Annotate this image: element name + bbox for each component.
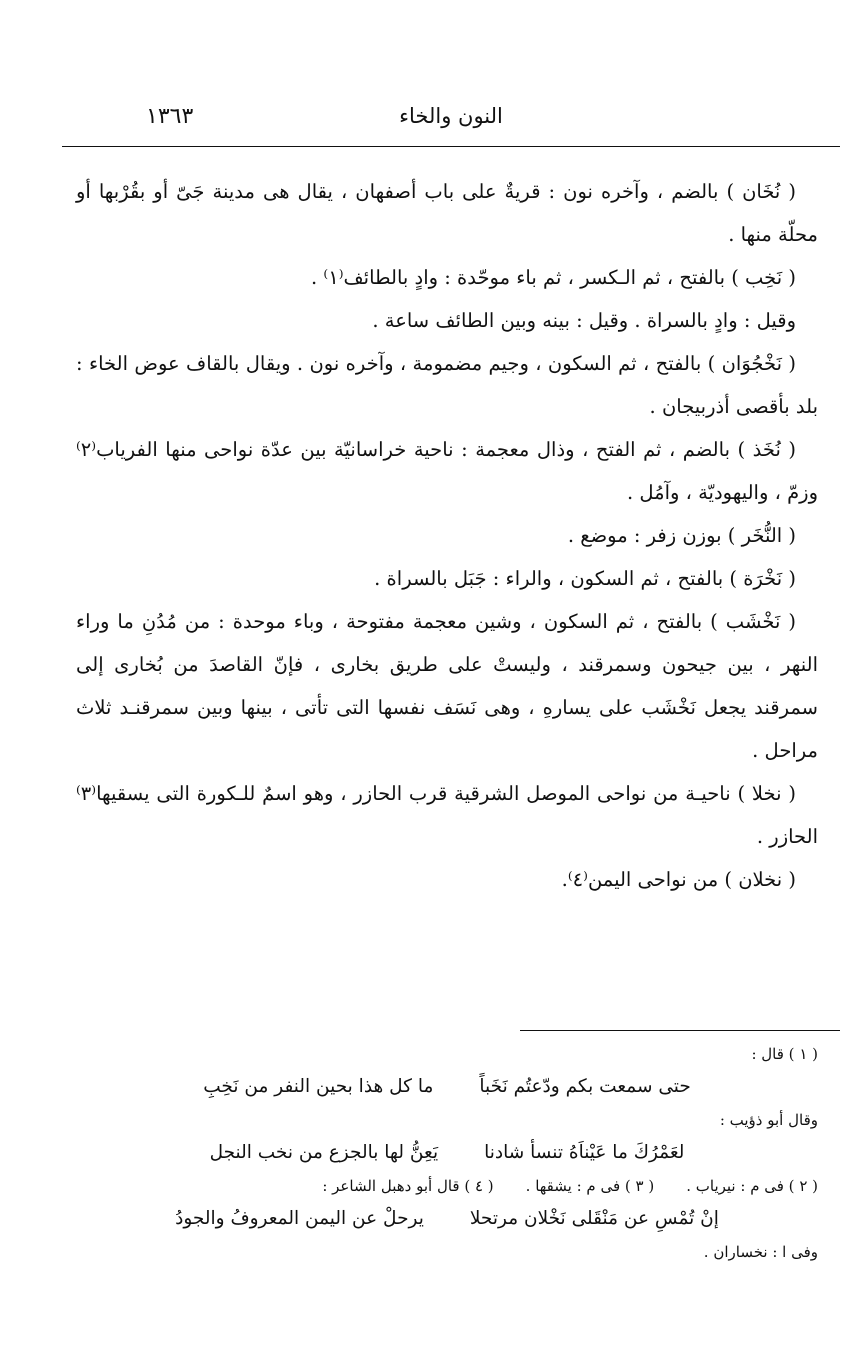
footnote-3: ( ٣ ) فى م : يشقها . bbox=[525, 1177, 655, 1195]
verse-1-hemistich-1: حتى سمعت بكم ودّعتُم نَخَباً bbox=[479, 1076, 691, 1097]
entry-nukhan: ( نُخَان ) بالضم ، وآخره نون : قريةٌ على باب أصفهان ، يقال هى مدينة جَىّ أو بقُرْبها أو محلّة منها . bbox=[76, 180, 818, 246]
main-text bbox=[76, 170, 818, 901]
verse-3-hemistich-2: يرحلْ عن اليمن المعروفُ والجودُ bbox=[175, 1208, 424, 1229]
footnote-rule bbox=[520, 1030, 840, 1031]
entry-nakhib-alt: وقيل : وادٍ بالسراة . وقيل : بينه وبين الطائف ساعة . bbox=[372, 309, 796, 332]
entry-nakhra: ( نَخْرَة ) بالفتح ، ثم السكون ، والراء : جَبَل بالسراة . bbox=[374, 567, 796, 590]
variant-reading: وفى ا : نخساران . bbox=[703, 1243, 818, 1261]
verse-1-hemistich-2: ما كل هذا بحين النفر من نَخِبِ bbox=[203, 1076, 434, 1097]
header-rule bbox=[62, 146, 840, 147]
footnote-1-label: ( ١ ) قال : bbox=[751, 1045, 818, 1063]
footnotes bbox=[76, 1042, 818, 1264]
footnotes-2-3-4 bbox=[76, 1174, 818, 1198]
abu-dhuayb-label: وقال أبو ذؤيب : bbox=[719, 1111, 818, 1129]
footnote-2: ( ٢ ) فى م : نيرياب . bbox=[686, 1177, 818, 1195]
page-number: ١٣٦٣ bbox=[146, 104, 194, 129]
entry-nakhjuwan: ( نَخْجُوَان ) بالفتح ، ثم السكون ، وجيم مضمومة ، وآخره نون . ويقال بالقاف عوض الخاء : بلد بأقصى أذربيجان . bbox=[76, 352, 818, 418]
entry-nukhadh: ( نُخَذ ) بالضم ، ثم الفتح ، وذال معجمة : ناحية خراسانيّة بين عدّة نواحى منها الفرياب⁽٢⁾ وزمّ ، واليهوديّة ، وآمُل . bbox=[76, 438, 818, 504]
entry-nakhib: ( نَخِب ) بالفتح ، ثم الـكسر ، ثم باء موحّدة : وادٍ بالطائف⁽١⁾ . bbox=[311, 266, 796, 289]
footnote-4: ( ٤ ) قال أبو دهبل الشاعر : bbox=[322, 1177, 494, 1195]
verse-3-hemistich-1: إنْ تُمْسِ عن مَنْقَلى نَخْلان مرتحلا bbox=[469, 1208, 719, 1229]
verse-1 bbox=[76, 1068, 818, 1106]
page-header bbox=[62, 104, 840, 140]
entry-nakhshab: ( نَخْشَب ) بالفتح ، ثم السكون ، وشين معجمة مفتوحة ، وباء موحدة : من مُدُنِ ما وراء النهر ، بين جيحون وسمرقند ، وليستْ على طريق بخارى ، فإنّ القاصدَ من بُخارى إلى سمرقند يجعل نَخْشَب على يسارهِ ، وهى نَسَف نفسها التى تأتى ، بينها وبين سمرقنـد ثلاث مراحل . bbox=[76, 610, 818, 762]
entry-nakhlan: ( نخلان ) من نواحى اليمن⁽٤⁾. bbox=[561, 868, 796, 891]
verse-2-hemistich-2: يَعِنُّ لها بالجزع من نخب النجل bbox=[209, 1142, 439, 1163]
verse-2 bbox=[76, 1134, 818, 1172]
verse-3 bbox=[76, 1200, 818, 1238]
entry-nukhar: ( النُّخَر ) بوزن زفر : موضع . bbox=[567, 524, 796, 547]
verse-2-hemistich-1: لعَمْرُكَ ما عَيْناَهُ تنسأ شادنا bbox=[484, 1142, 685, 1163]
running-title: النون والخاء bbox=[399, 104, 503, 128]
entry-nakhla: ( نخلا ) ناحيـة من نواحى الموصل الشرقية قرب الحازر ، وهو اسمٌ للـكورة التى يسقيها⁽٣⁾ الحازر . bbox=[76, 782, 818, 848]
